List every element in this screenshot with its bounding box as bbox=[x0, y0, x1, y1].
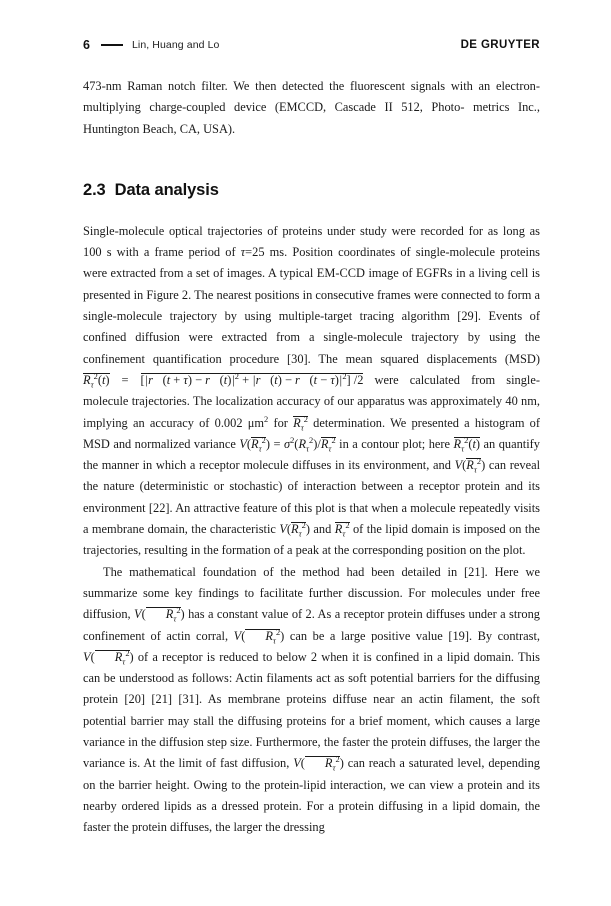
p2-seg4: for bbox=[268, 415, 294, 430]
p2-seg2: =25 ms. Position coordinates of single-molecule proteins were extracted from a set of images. A typical EM-CCD image of EGFRs in a living cell is presented in Figure 2. The nearest positions in consecutive frames were connected to form a single-molecule trajectory by using multiple-target tracing algorithm [29]. Events of confined diffusion were extracted from a single-molecule trajectory by using the confinement quantification procedure [30]. The mean squared displacements (MSD) bbox=[83, 245, 540, 366]
section-heading-wrap bbox=[83, 140, 540, 221]
header-rule-dash bbox=[101, 44, 123, 46]
p3-seg3: can be a large positive value [19]. By contrast, bbox=[284, 628, 540, 643]
tau-symbol: τ bbox=[240, 245, 246, 260]
msd-equation bbox=[83, 370, 364, 390]
paragraph-math-foundation bbox=[83, 562, 540, 839]
text-block bbox=[83, 76, 540, 839]
msd-lhs: $R_\tau^2(t)$ bbox=[83, 370, 110, 390]
v-r-tau-sq-bar-1: $V(R_\tau^2)$ bbox=[454, 456, 486, 475]
variance-definition: $V(R_\tau^2) = \sigma^2(R_\tau^2)/R_\tau^2$ bbox=[239, 434, 336, 454]
paragraph-data-analysis bbox=[83, 221, 540, 562]
p2-seg3: were calculated from single-molecule trajectories. The localization accuracy of our apparatus was approximately 40 nm, implying an accuracy of 0.002 bbox=[83, 372, 540, 430]
p3-seg5: can reach a saturated level, depending on the barrier height. Owing to the protein-lipid interaction, we can view a protein and its nearby ordered lipids as a dressed protein. For a protein diffusing in a lipid domain, the faster the protein diffuses, the larger the dressing bbox=[83, 756, 540, 835]
msd-rhs: [|r⃗(t + $\tau) - r⃗(t)|^2$ + |r⃗(t) − r⃗(t − $\tau)|^2$] /2 bbox=[140, 370, 364, 387]
section-number: 2.3 bbox=[83, 180, 106, 199]
running-header bbox=[83, 36, 540, 54]
p2-seg1: Single-molecule optical trajectories of proteins under study were recorded for as long as 100 s with a frame period of bbox=[83, 223, 540, 260]
v-r-tau-sq-bar-5: V( $R_\tau^2$) bbox=[83, 647, 134, 667]
section-heading bbox=[83, 180, 540, 200]
para1-text: 473-nm Raman notch filter. We then detected the fluorescent signals with an electron-multiplying charge-coupled device (EMCCD, Cascade II 512, Photo- metrics Inc., Huntington Beach, CA, USA). bbox=[83, 79, 540, 136]
p2-seg9: and bbox=[310, 522, 335, 537]
v-r-tau-sq-bar-6: V( $R_\tau^2$) bbox=[293, 754, 344, 773]
page-number: 6 bbox=[83, 37, 90, 52]
header-authors: Lin, Huang and Lo bbox=[131, 39, 220, 51]
r-tau-sq-bar-2: $R_\tau^2$ bbox=[334, 519, 350, 539]
p3-seg4: of a receptor is reduced to below 2 when it is confined in a lipid domain. This can be understood as follows: Actin filaments act as soft potential barriers for the diffusing protein [20] [21] [31]. As membrane proteins diffuse near an actin filament, the soft potential barrier may stall the diffusing proteins for a brief moment, which causes a large variance in the diffusion step size. Furthermore, the faster the protein diffuses, the larger the variance is. At the limit of fast diffusion, bbox=[83, 649, 540, 771]
r-tau-sq-bar-of-t: $R_\tau^2(t)$ bbox=[453, 434, 481, 454]
paragraph-continuation bbox=[83, 76, 540, 140]
p2-seg7: an quantify the manner in which a receptor molecule diffuses in its environment, and bbox=[83, 436, 540, 473]
p2-seg10: of the lipid domain is imposed on the trajectories, resulting in the formation of a peak at the corresponding position on the plot. bbox=[83, 522, 541, 558]
p2-seg5: determination. We presented a histogram of MSD and normalized variance bbox=[83, 415, 540, 451]
p2-seg8: can reveal the nature (deterministic or stochastic) of interaction between a receptor protein and its environment [22]. An attractive feature of this plot is that when a molecule repeatedly visits a membrane domain, the characteristic bbox=[83, 458, 541, 537]
r-tau-sq-bar-1: $R_\tau^2$ bbox=[293, 413, 308, 433]
msd-equals: = bbox=[121, 372, 129, 387]
p3-seg2: has a constant value of 2. As a receptor protein diffuses under a strong confinement of actin corral, bbox=[83, 607, 540, 643]
p2-seg6: in a contour plot; here bbox=[335, 436, 454, 451]
section-title: Data analysis bbox=[114, 180, 219, 199]
v-r-tau-sq-bar-3: V( $R_\tau^2$) bbox=[134, 605, 185, 624]
micrometer-squared: $\mu m^2$ bbox=[247, 413, 269, 430]
v-r-tau-sq-bar-2: $V(R_\tau^2)$ bbox=[279, 519, 310, 539]
v-r-tau-sq-bar-4: V( $R_\tau^2$) bbox=[233, 626, 285, 645]
p3-seg1: The mathematical foundation of the method had been detailed in [21]. Here we summarize some key findings to facilitate further discussion. For molecules under free diffusion, bbox=[83, 564, 540, 622]
header-publisher: DE GRUYTER bbox=[460, 39, 540, 51]
